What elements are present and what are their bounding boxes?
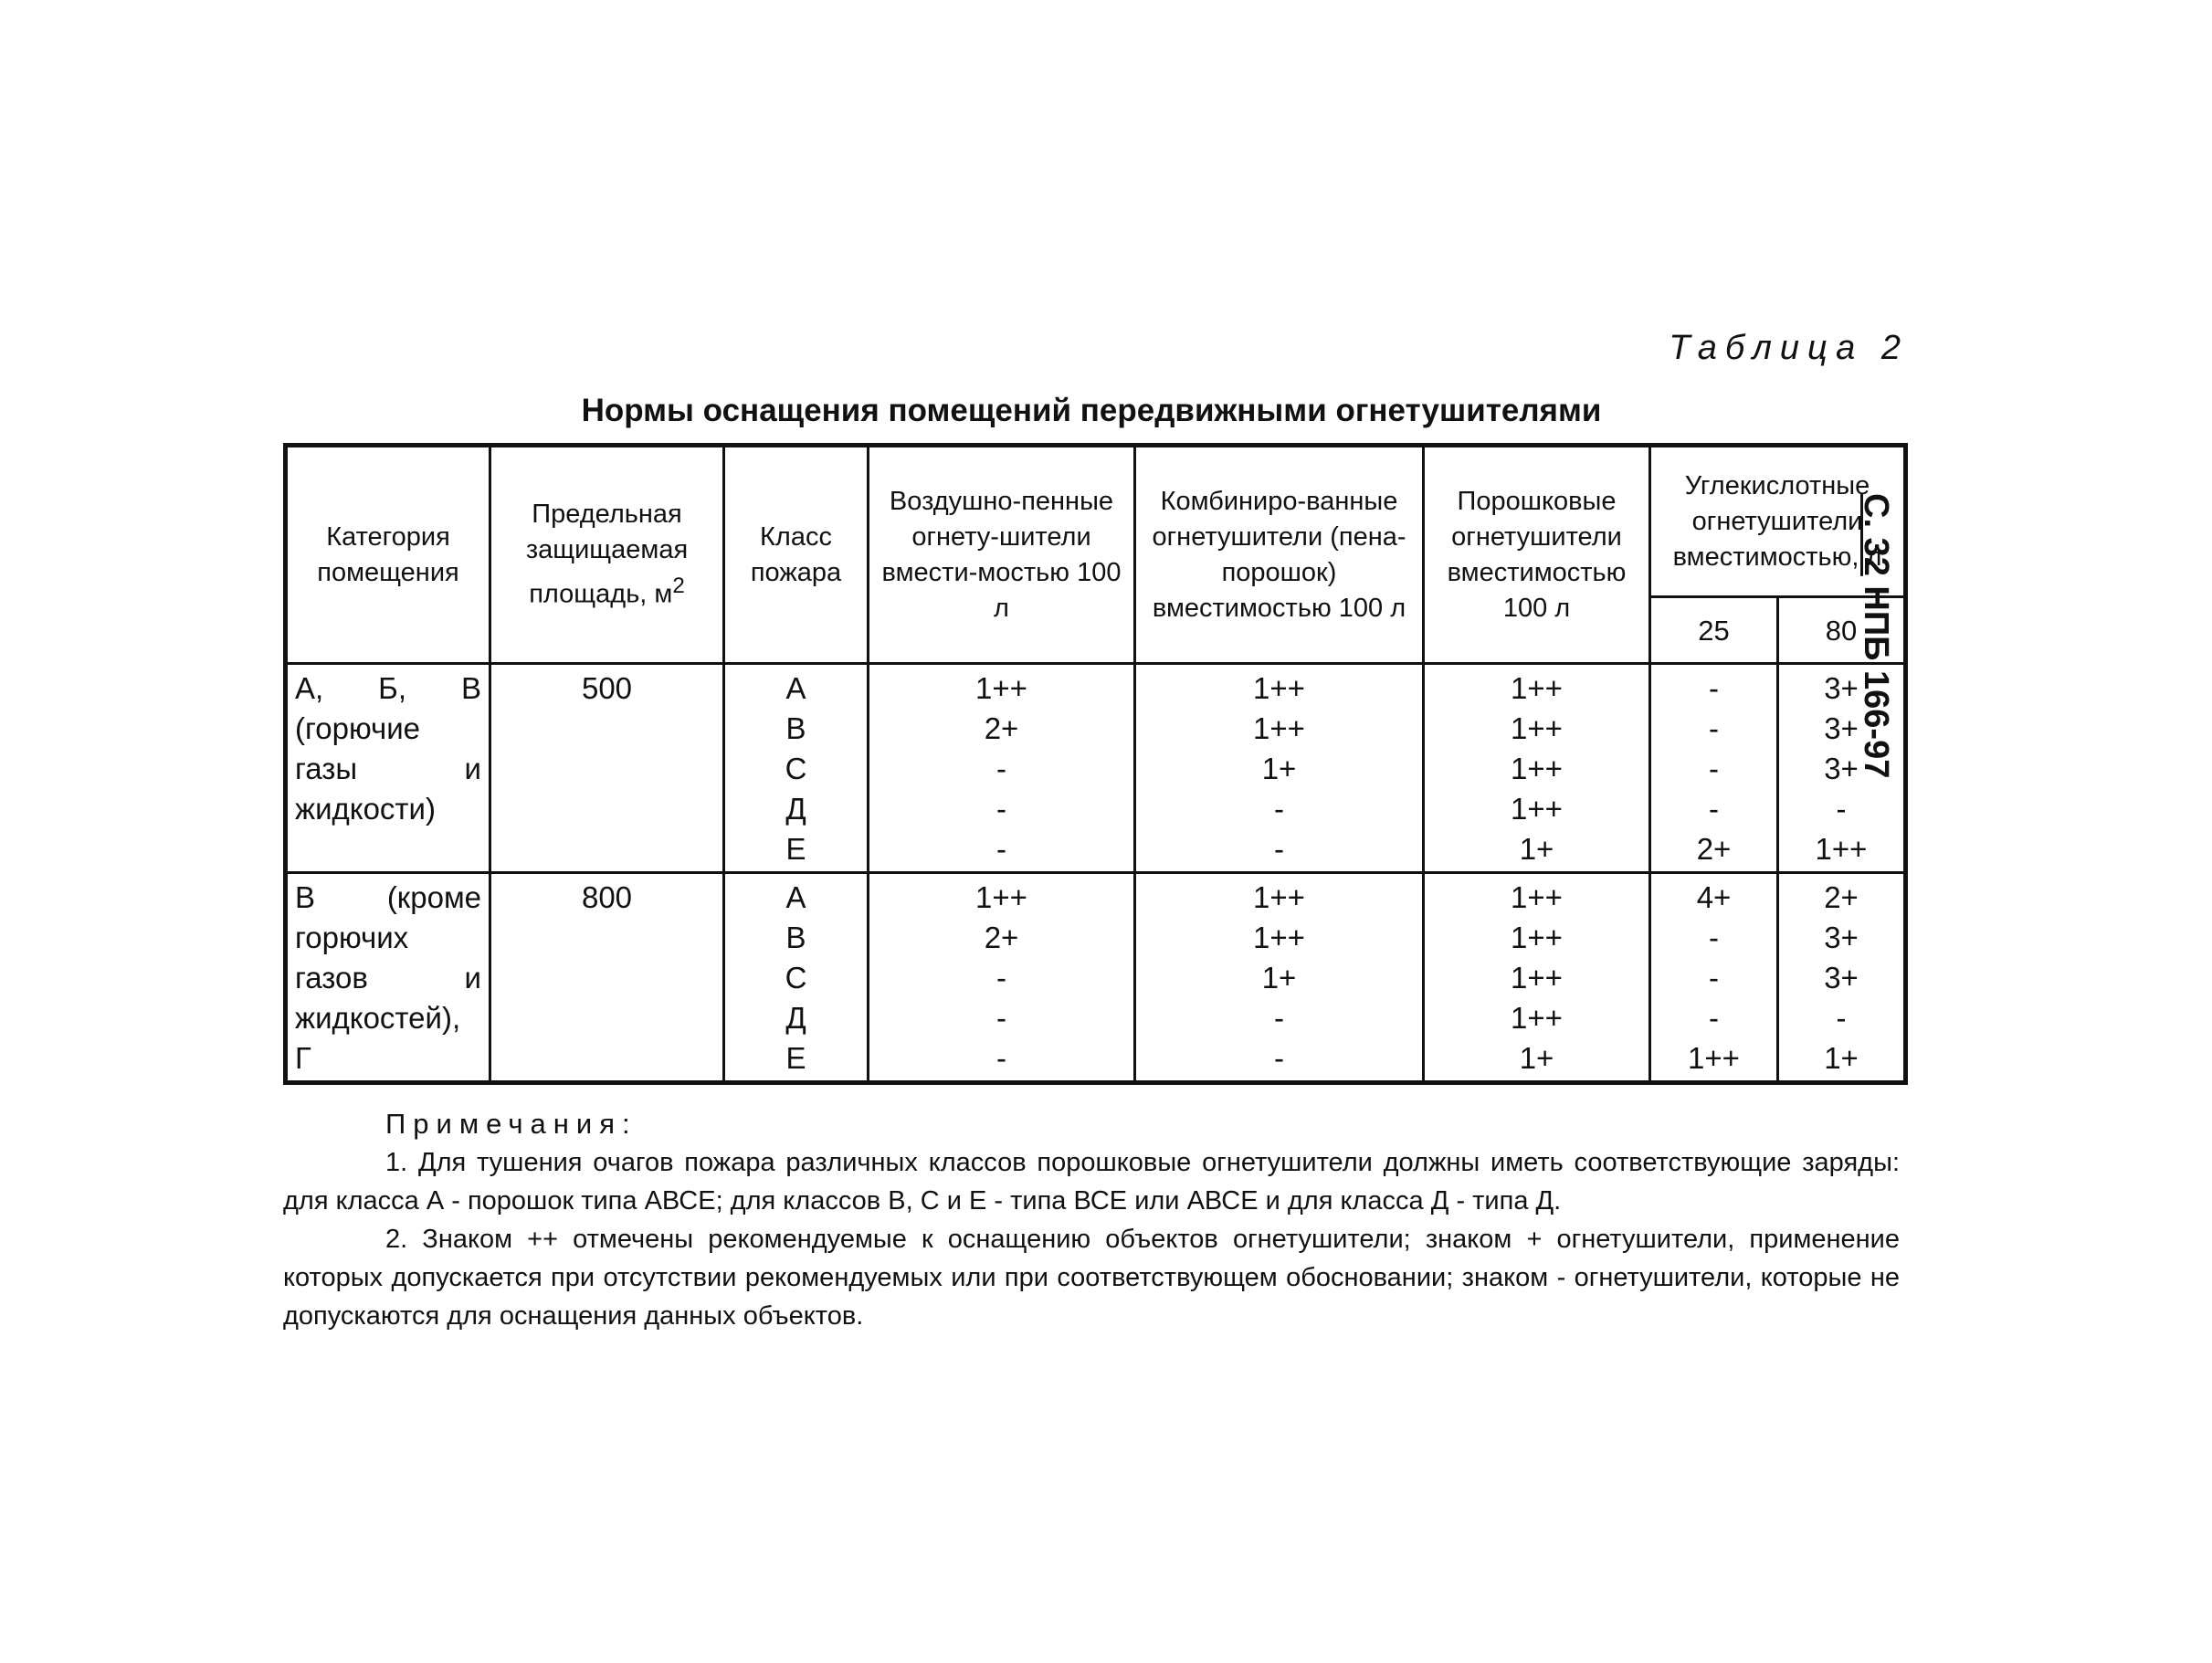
air-foam-value: -: [996, 832, 1006, 866]
air-foam-value: -: [996, 792, 1006, 826]
table-row: [286, 873, 1906, 1083]
combined-value: 1++: [1253, 921, 1305, 954]
co2-80-value: 3+: [1824, 961, 1859, 995]
header-combined: Комбиниро-ванные огнетушители (пена-порошок) вместимостью 100 л: [1135, 446, 1424, 664]
note-1: 1. Для тушения очагов пожара различных классов порошковые огнетушители должны иметь соответствующие заряды: для класса А - порошок типа АВСЕ; для классов В, С и Е - типа ВСЕ или АВСЕ и для класса Д - типа Д.: [283, 1148, 1900, 1216]
co2-25-value: 2+: [1696, 832, 1732, 866]
header-area: [490, 446, 724, 664]
document-code: НПБ 166-97: [1857, 585, 1895, 779]
fire-class-value: Е: [785, 1041, 806, 1075]
air-foam-value: -: [996, 1041, 1006, 1075]
table-number: Таблица 2: [1669, 329, 1909, 367]
combined-value: 1++: [1253, 880, 1305, 914]
fire-class-value: В: [785, 711, 806, 745]
cell-powder: [1424, 873, 1650, 1083]
powder-value: 1++: [1511, 961, 1563, 995]
cell-combined: [1135, 664, 1424, 873]
co2-25-value: -: [1709, 961, 1719, 995]
co2-25-value: -: [1709, 921, 1719, 954]
cell-category: А, Б, В (горючие газы и жидкости): [286, 664, 490, 873]
co2-80-value: 3+: [1824, 752, 1859, 785]
notes-section: [283, 1105, 1900, 1335]
cell-air-foam: [869, 664, 1135, 873]
combined-value: -: [1274, 1041, 1284, 1075]
combined-value: -: [1274, 832, 1284, 866]
cell-powder: [1424, 664, 1650, 873]
fire-class-value: В: [785, 921, 806, 954]
combined-value: -: [1274, 792, 1284, 826]
combined-value: 1++: [1253, 711, 1305, 745]
area-value: 500: [581, 671, 633, 705]
powder-value: 1++: [1511, 671, 1563, 705]
co2-80-value: 1++: [1815, 832, 1868, 866]
powder-value: 1++: [1511, 1001, 1563, 1035]
cell-fire-class: [724, 873, 869, 1083]
note-2: 2. Знаком ++ отмечены рекомендуемые к оснащению объектов огнетушители; знаком + огнетушители, применение которых допускается при отсутствии рекомендуемых или при соответствующем обосновании; знаком - огнетушители, которые не допускаются для оснащения данных объектов.: [283, 1225, 1900, 1331]
cell-co2-25: [1650, 873, 1778, 1083]
air-foam-value: -: [996, 961, 1006, 995]
co2-80-value: -: [1836, 792, 1847, 826]
co2-25-value: -: [1709, 1001, 1719, 1035]
table-title: Нормы оснащения помещений передвижными огнетушителями: [581, 393, 1602, 428]
co2-80-value: 1+: [1824, 1041, 1859, 1075]
cell-air-foam: [869, 873, 1135, 1083]
area-value: 800: [581, 880, 633, 914]
powder-value: 1++: [1511, 880, 1563, 914]
air-foam-value: 1++: [975, 671, 1027, 705]
header-co2-80: 80: [1778, 597, 1906, 664]
header-air-foam: Воздушно-пенные огнету-шители вмести-мостью 100 л: [869, 446, 1135, 664]
co2-25-value: -: [1709, 711, 1719, 745]
header-fire-class: Класс пожара: [724, 446, 869, 664]
header-co2-25: 25: [1650, 597, 1778, 664]
co2-80-value: 2+: [1824, 880, 1859, 914]
cell-fire-class: [724, 664, 869, 873]
header-co2: Углекислотные огнетушители вместимостью, л: [1650, 446, 1906, 597]
cell-co2-80: [1778, 664, 1906, 873]
powder-value: 1+: [1519, 1041, 1554, 1075]
fire-class-value: Д: [785, 792, 806, 826]
extinguisher-norms-table: [283, 443, 1908, 1085]
fire-class-value: Е: [785, 832, 806, 866]
cell-area: [490, 664, 724, 873]
powder-value: 1++: [1511, 921, 1563, 954]
co2-80-value: 3+: [1824, 921, 1859, 954]
co2-80-value: 3+: [1824, 671, 1859, 705]
co2-25-value: 4+: [1696, 880, 1732, 914]
cell-area: [490, 873, 724, 1083]
combined-value: 1+: [1261, 961, 1297, 995]
powder-value: 1+: [1519, 832, 1554, 866]
air-foam-value: 2+: [984, 711, 1019, 745]
air-foam-value: -: [996, 752, 1006, 785]
table-row: [286, 664, 1906, 873]
table-body: [286, 664, 1906, 1083]
co2-80-value: 3+: [1824, 711, 1859, 745]
fire-class-value: С: [785, 752, 807, 785]
air-foam-value: 1++: [975, 880, 1027, 914]
header-powder: Порошковые огнетушители вместимостью 100 л: [1424, 446, 1650, 664]
air-foam-value: -: [996, 1001, 1006, 1035]
co2-25-value: -: [1709, 792, 1719, 826]
combined-value: -: [1274, 1001, 1284, 1035]
powder-value: 1++: [1511, 792, 1563, 826]
powder-value: 1++: [1511, 752, 1563, 785]
co2-25-value: -: [1709, 671, 1719, 705]
fire-class-value: А: [785, 671, 806, 705]
cell-category: В (кроме горючих газов и жидкостей), Г: [286, 873, 490, 1083]
header-area-superscript: 2: [672, 574, 685, 599]
fire-class-value: С: [785, 961, 807, 995]
combined-value: 1++: [1253, 671, 1305, 705]
fire-class-value: Д: [785, 1001, 806, 1035]
combined-value: 1+: [1261, 752, 1297, 785]
notes-title: Примечания:: [385, 1108, 637, 1140]
header-area-text: Предельная защищаемая площадь, м: [525, 500, 689, 609]
co2-25-value: 1++: [1688, 1041, 1740, 1075]
cell-co2-25: [1650, 664, 1778, 873]
cell-co2-80: [1778, 873, 1906, 1083]
air-foam-value: 2+: [984, 921, 1019, 954]
co2-25-value: -: [1709, 752, 1719, 785]
co2-80-value: -: [1836, 1001, 1847, 1035]
page-number: С. 32: [1857, 493, 1895, 576]
powder-value: 1++: [1511, 711, 1563, 745]
cell-combined: [1135, 873, 1424, 1083]
fire-class-value: А: [785, 880, 806, 914]
header-category: Категория помещения: [286, 446, 490, 664]
